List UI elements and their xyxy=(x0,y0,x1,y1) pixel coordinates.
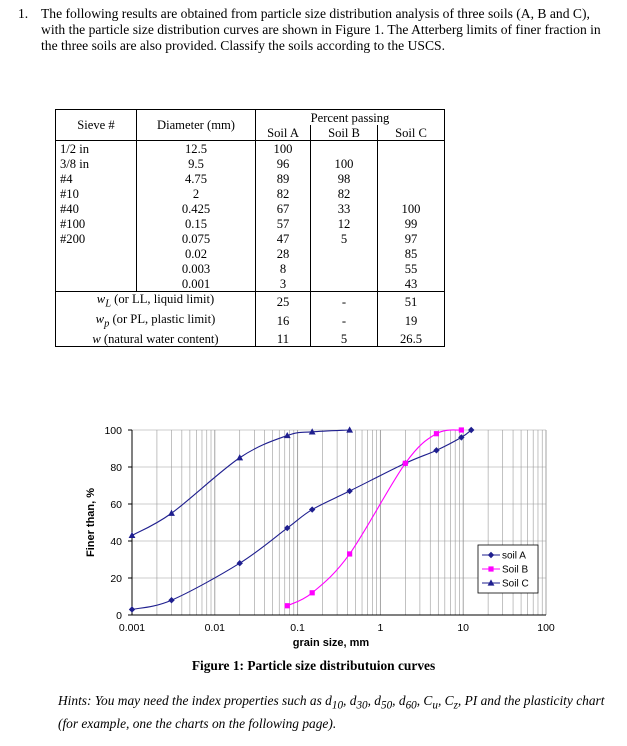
cell-diameter: 0.003 xyxy=(137,261,256,276)
cell-diameter: 2 xyxy=(137,186,256,201)
cell-soil-a: 96 xyxy=(256,156,311,171)
cell-diameter: 9.5 xyxy=(137,156,256,171)
cell-soil-b xyxy=(311,276,378,292)
cell-soil-a: 25 xyxy=(256,292,311,312)
cell-soil-a: 89 xyxy=(256,171,311,186)
cell-soil-c: 97 xyxy=(378,231,445,246)
y-tick-label: 20 xyxy=(110,573,122,585)
cell-soil-c: 43 xyxy=(378,276,445,292)
cell-sieve: #100 xyxy=(56,216,137,231)
cell-limit-label: $w_L$ (or LL, liquid limit) xyxy=(56,292,256,312)
data-point xyxy=(309,506,315,512)
cell-soil-b xyxy=(311,261,378,276)
table-row xyxy=(56,261,445,276)
cell-sieve: #200 xyxy=(56,231,137,246)
x-tick-label: 0.01 xyxy=(204,622,226,634)
cell-sieve xyxy=(56,246,137,261)
cell-soil-a: 57 xyxy=(256,216,311,231)
x-tick-label: 10 xyxy=(457,622,470,634)
cell-soil-a: 82 xyxy=(256,186,311,201)
cell-soil-c: 19 xyxy=(378,312,445,332)
header-soil-b: Soil B xyxy=(311,125,378,141)
cell-soil-a: 67 xyxy=(256,201,311,216)
legend-marker xyxy=(488,566,493,571)
cell-diameter: 12.5 xyxy=(137,141,256,157)
data-point xyxy=(310,590,315,595)
cell-soil-c: 26.5 xyxy=(378,331,445,347)
hints-text: Hints: You may need the index properties such as $d_{10}$, $d_{30}$, $d_{50}$, $d_{60}$, $C_u$, $C_z$, PI and the plasticity chart (for example, one the charts on the following page). xyxy=(58,693,605,731)
legend-label: Soil C xyxy=(502,578,529,590)
x-tick-label: 0.001 xyxy=(118,622,146,634)
limit-row xyxy=(56,312,445,332)
table-row xyxy=(56,276,445,292)
legend-label: soil A xyxy=(502,550,526,562)
cell-soil-c: 51 xyxy=(378,292,445,312)
cell-soil-b: 98 xyxy=(311,171,378,186)
cell-soil-c: 100 xyxy=(378,201,445,216)
y-tick-label: 100 xyxy=(104,425,122,437)
cell-limit-label: w (natural water content) xyxy=(56,331,256,347)
limit-row xyxy=(56,331,445,347)
cell-soil-a: 100 xyxy=(256,141,311,157)
cell-diameter: 4.75 xyxy=(137,171,256,186)
data-point xyxy=(236,454,243,460)
table-row xyxy=(56,186,445,201)
cell-soil-a: 16 xyxy=(256,312,311,332)
y-axis-label: Finer than, % xyxy=(85,487,97,558)
cell-limit-label: $w_p$ (or PL, plastic limit) xyxy=(56,312,256,332)
header-soil-a: Soil A xyxy=(256,125,311,141)
cell-diameter: 0.001 xyxy=(137,276,256,292)
data-point xyxy=(403,461,408,466)
data-point xyxy=(285,603,290,608)
cell-diameter: 0.15 xyxy=(137,216,256,231)
cell-soil-b: - xyxy=(311,292,378,312)
sieve-table xyxy=(55,109,445,347)
cell-soil-c xyxy=(378,186,445,201)
cell-soil-c xyxy=(378,156,445,171)
data-point xyxy=(434,431,439,436)
cell-sieve xyxy=(56,261,137,276)
cell-soil-b: 33 xyxy=(311,201,378,216)
cell-soil-b xyxy=(311,141,378,157)
cell-soil-b xyxy=(311,246,378,261)
y-tick-label: 80 xyxy=(110,462,122,474)
table-row xyxy=(56,201,445,216)
data-point xyxy=(168,510,175,516)
cell-soil-b: 82 xyxy=(311,186,378,201)
cell-sieve: 1/2 in xyxy=(56,141,137,157)
cell-soil-b: 12 xyxy=(311,216,378,231)
data-point xyxy=(129,532,136,538)
y-tick-label: 60 xyxy=(110,499,122,511)
header-sieve: Sieve # xyxy=(56,110,137,141)
cell-soil-c: 99 xyxy=(378,216,445,231)
x-tick-label: 100 xyxy=(537,622,555,634)
cell-soil-a: 11 xyxy=(256,331,311,347)
data-point xyxy=(346,426,353,432)
y-tick-label: 0 xyxy=(116,610,122,622)
cell-soil-a: 8 xyxy=(256,261,311,276)
figure-caption: Figure 1: Particle size distributuion curves xyxy=(191,658,436,673)
header-percent-passing: Percent passing xyxy=(256,110,445,126)
cell-soil-c xyxy=(378,141,445,157)
table-row xyxy=(56,246,445,261)
series-line-3 xyxy=(132,430,350,535)
legend-label: Soil B xyxy=(502,564,529,576)
cell-soil-a: 28 xyxy=(256,246,311,261)
cell-diameter: 0.075 xyxy=(137,231,256,246)
y-tick-label: 40 xyxy=(110,536,122,548)
cell-soil-b: 5 xyxy=(311,231,378,246)
question-text: The following results are obtained from particle size distribution analysis of three soils (A, B and C), with the particle size distribution curves are shown in Figure 1. The Atterberg limits of finer fraction in the three soils are also provided. Classify the soils according to the USCS. xyxy=(41,6,601,53)
particle-size-chart xyxy=(80,408,560,653)
cell-diameter: 0.02 xyxy=(137,246,256,261)
cell-sieve: #40 xyxy=(56,201,137,216)
cell-soil-c xyxy=(378,171,445,186)
table-row xyxy=(56,231,445,246)
data-point xyxy=(129,606,135,612)
cell-sieve: #10 xyxy=(56,186,137,201)
cell-soil-c: 85 xyxy=(378,246,445,261)
data-point xyxy=(459,427,464,432)
cell-sieve: 3/8 in xyxy=(56,156,137,171)
cell-soil-b: 100 xyxy=(311,156,378,171)
series-line-2 xyxy=(287,430,461,606)
x-tick-label: 0.1 xyxy=(290,622,305,634)
cell-soil-b: - xyxy=(311,312,378,332)
cell-soil-b: 5 xyxy=(311,331,378,347)
cell-soil-c: 55 xyxy=(378,261,445,276)
table-row xyxy=(56,171,445,186)
series-line-1 xyxy=(132,430,471,609)
x-tick-label: 1 xyxy=(377,622,384,634)
x-axis-label: grain size, mm xyxy=(292,637,370,649)
cell-sieve: #4 xyxy=(56,171,137,186)
cell-diameter: 0.425 xyxy=(137,201,256,216)
cell-soil-a: 47 xyxy=(256,231,311,246)
table-row xyxy=(56,141,445,157)
limit-row xyxy=(56,292,445,312)
question-number: 1. xyxy=(18,6,29,21)
data-point xyxy=(168,597,174,603)
table-row xyxy=(56,156,445,171)
data-point xyxy=(433,447,439,453)
header-soil-c: Soil C xyxy=(378,125,445,141)
header-diameter: Diameter (mm) xyxy=(137,110,256,141)
data-point xyxy=(347,551,352,556)
table-row xyxy=(56,216,445,231)
cell-soil-a: 3 xyxy=(256,276,311,292)
cell-sieve xyxy=(56,276,137,292)
data-point xyxy=(237,560,243,566)
